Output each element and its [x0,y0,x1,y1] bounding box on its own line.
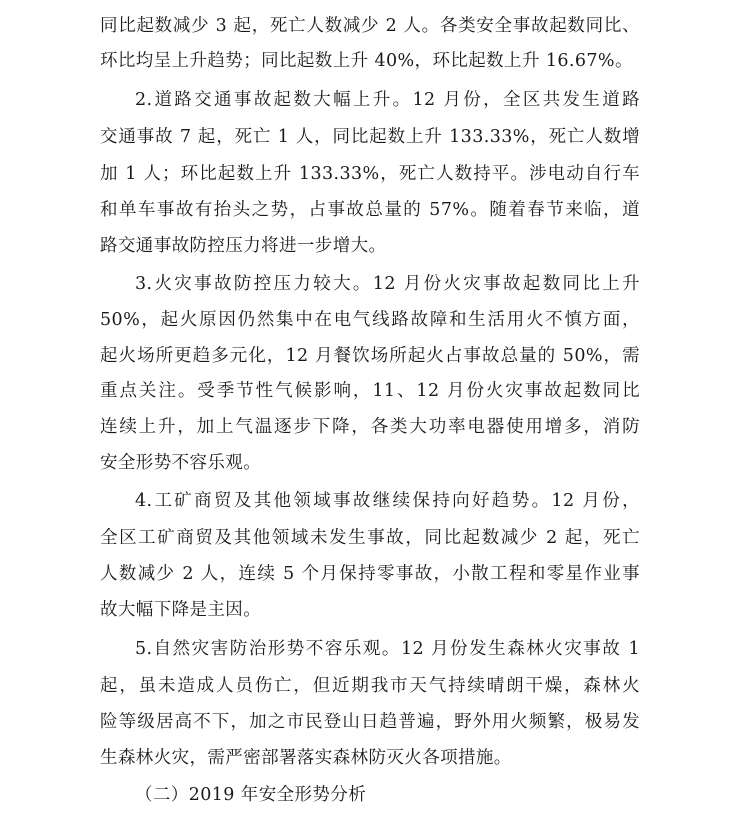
text-line: 路交通事故防控压力将进一步增大。 [100,236,387,256]
text-line: 故大幅下降是主因。 [100,600,262,620]
paragraph-heading-2: 2.道路交通事故起数大幅上升。12 月份，全区共发生道路 [135,90,640,110]
text-line: 交通事故 7 起，死亡 1 人，同比起数上升 133.33%，死亡人数增 [100,127,640,147]
text-line: 重点关注。受季节性气候影响，11、12 月份火灾事故起数同比 [100,381,640,401]
section-heading: （二）2019 年安全形势分析 [135,785,367,805]
paragraph-heading-5: 5.自然灾害防治形势不容乐观。12 月份发生森林火灾事故 1 [135,639,640,659]
text-line: 和单车事故有抬头之势，占事故总量的 57%。随着春节来临，道 [100,200,640,220]
text-line: 加 1 人；环比起数上升 133.33%，死亡人数持平。涉电动自行车 [100,164,640,184]
paragraph-heading-4: 4.工矿商贸及其他领域事故继续保持向好趋势。12 月份， [135,491,640,511]
text-line: 环比均呈上升趋势；同比起数上升 40%，环比起数上升 16.67%。 [100,51,633,71]
text-line: 安全形势不容乐观。 [100,453,262,473]
text-line: 全区工矿商贸及其他领域未发生事故，同比起数减少 2 起，死亡 [100,528,640,548]
text-line: 连续上升，加上气温逐步下降，各类大功率电器使用增多，消防 [100,417,640,437]
text-line: 人数减少 2 人，连续 5 个月保持零事故，小散工程和零星作业事 [100,564,640,584]
text-line: 50%，起火原因仍然集中在电气线路故障和生活用火不慎方面， [100,310,640,330]
text-line: 生森林火灾，需严密部署落实森林防灭火各项措施。 [100,748,512,768]
paragraph-heading-3: 3.火灾事故防控压力较大。12 月份火灾事故起数同比上升 [135,274,640,294]
text-line: 同比起数减少 3 起，死亡人数减少 2 人。各类安全事故起数同比、 [100,16,640,36]
text-line: 起，虽未造成人员伤亡，但近期我市天气持续晴朗干燥，森林火 [100,676,640,696]
text-line: 起火场所更趋多元化，12 月餐饮场所起火占事故总量的 50%，需 [100,346,640,366]
text-line: 险等级居高不下，加之市民登山日趋普遍，野外用火频繁，极易发 [100,712,640,732]
